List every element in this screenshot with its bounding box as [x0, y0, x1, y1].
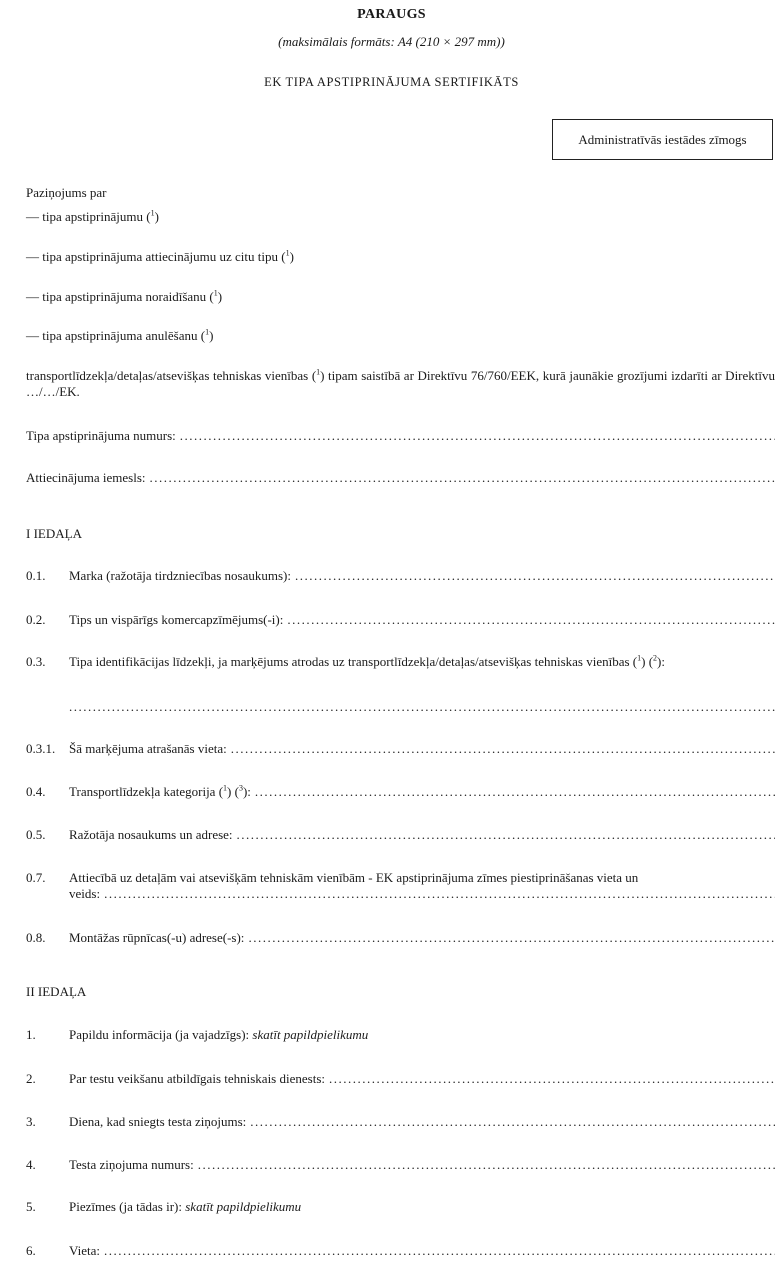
notice-item: — tipa apstiprinājuma anulēšanu ($^1$) — [26, 327, 214, 343]
field-0-3-1: 0.3.1. Šā marķējuma atrašanās vieta: ..... — [26, 741, 775, 757]
section-1-title: I IEDAĻA — [26, 526, 82, 541]
field-5: 5. Piezīmes (ja tādas ir): skatīt papildpielikumu — [26, 1199, 302, 1214]
notice-item: — tipa apstiprinājuma noraidīšanu ($^1$) — [26, 288, 223, 304]
field-1: 1. Papildu informācija (ja vajadzīgs): skatīt papildpielikumu — [26, 1027, 369, 1042]
notice-intro: Paziņojums par — [26, 185, 107, 200]
extension-reason-field: Attiecinājuma iemesls: ..... — [26, 470, 775, 486]
field-0-7-line2: veids: ..... — [69, 886, 775, 902]
page-title: PARAUGS — [357, 7, 426, 22]
certificate-heading: EK TIPA APSTIPRINĀJUMA SERTIFIKĀTS — [264, 75, 519, 89]
section-2-title: II IEDAĻA — [26, 984, 87, 999]
field-0-7: 0.7. Attiecībā uz detaļām vai atsevišķām tehniskām vienībām - EK apstiprinājuma zīmes piestiprināšanas vieta un — [26, 870, 639, 885]
field-0-3: 0.3. Tipa identifikācijas līdzekļi, ja marķējums atrodas uz transportlīdzekļa/detaļas/atsevišķas tehniskas vienības ($^1$) ($^2$): — [26, 653, 665, 669]
stamp-label: Administratīvās iestādes zīmogs — [578, 131, 747, 147]
notice-item: — tipa apstiprinājuma attiecinājumu uz citu tipu ($^1$) — [26, 248, 294, 264]
field-0-4: 0.4. Transportlīdzekļa kategorija ($^1$) ($^3$): ..... — [26, 784, 775, 800]
field-0-8: 0.8. Montāžas rūpnīcas(-u) adrese(-s): ..... — [26, 930, 775, 946]
field-4: 4. Testa ziņojuma numurs: ..... — [26, 1157, 775, 1173]
field-3: 3. Diena, kad sniegts testa ziņojums: ..... — [26, 1114, 775, 1130]
approval-number-field: Tipa apstiprinājuma numurs: ..... — [26, 428, 775, 444]
field-6: 6. Vieta: ..... — [26, 1243, 775, 1259]
stamp-box — [552, 119, 773, 160]
field-0-2: 0.2. Tips un vispārīgs komercapzīmējums(-i): ..... — [26, 612, 775, 628]
field-0-5: 0.5. Ražotāja nosaukums un adrese: ..... — [26, 827, 775, 843]
notice-paragraph: transportlīdzekļa/detaļas/atsevišķas tehniskas vienības ($^1$) tipam saistībā ar Direktīvu 76/760/EEK, kurā jaunākie grozījumi izdarīti ar Direktīvu …/…/EK. — [26, 367, 776, 399]
notice-item: — tipa apstiprinājumu ($^1$) — [26, 208, 159, 224]
field-0-3-dots — [69, 699, 775, 715]
field-0-1: 0.1. Marka (ražotāja tirdzniecības nosaukums): ..... — [26, 568, 775, 584]
page-subtitle: (maksimālais formāts: A4 (210 × 297 mm)) — [278, 34, 505, 49]
field-2: 2. Par testu veikšanu atbildīgais tehniskais dienests: ..... — [26, 1071, 775, 1087]
